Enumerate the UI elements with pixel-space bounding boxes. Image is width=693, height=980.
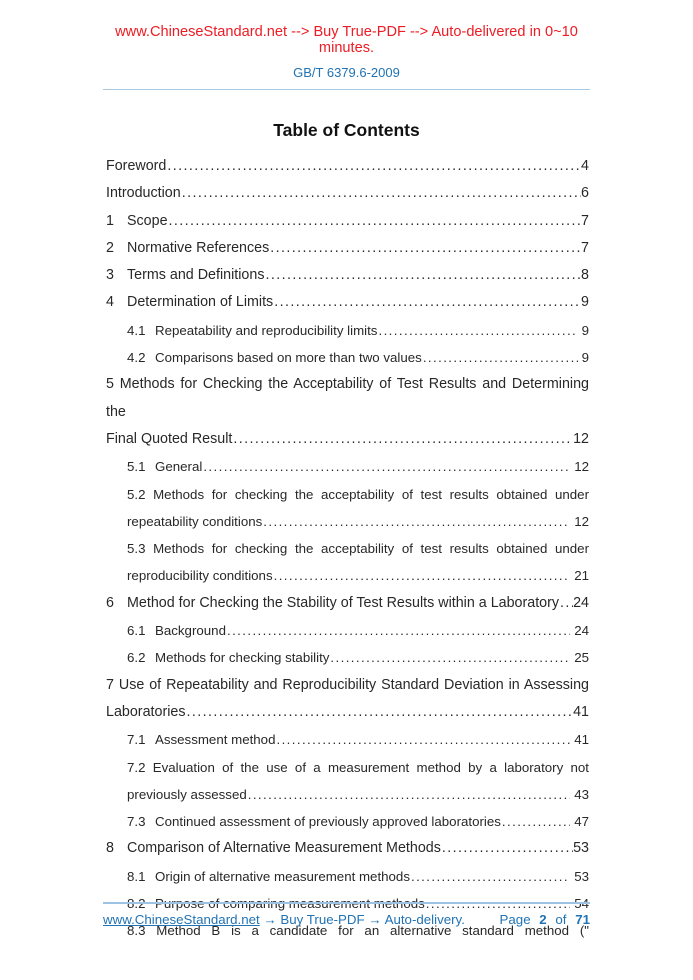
page-current: 2 (539, 912, 547, 927)
toc-entry (106, 754, 589, 809)
toc-entry-text: 5.3 Methods for checking the acceptability of test results obtained under (127, 541, 589, 557)
toc-entry-page: 12 (574, 459, 589, 475)
dot-leader (168, 208, 582, 235)
toc-entry-label: Background (155, 623, 226, 639)
dot-leader (329, 644, 570, 671)
toc-entry-line (127, 508, 589, 535)
toc-entry-page: 47 (574, 814, 589, 830)
toc-entry-page: 9 (581, 322, 589, 338)
page-indicator (500, 912, 590, 928)
toc-entry-line (106, 426, 589, 453)
toc-entry-label: Terms and Definitions (127, 267, 265, 284)
toc-entry-page: 41 (574, 732, 589, 748)
toc-entry-label: Normative References (127, 239, 270, 256)
dot-leader (166, 153, 581, 180)
toc-entry-number: 6 (106, 594, 114, 611)
toc-entry-number: 7.1 (127, 732, 146, 748)
toc-entry-line (127, 644, 589, 671)
toc-entry-number: 8 (106, 840, 114, 857)
dot-leader (410, 863, 570, 890)
toc-entry-line (106, 153, 589, 180)
toc-entry-label: Purpose of comparing measurement methods (155, 896, 425, 912)
toc-entry-label: Determination of Limits (127, 294, 274, 311)
toc-entry-label: Origin of alternative measurement methods (155, 868, 410, 884)
toc-entry-line (127, 617, 589, 644)
toc-entry-page: 12 (573, 430, 589, 447)
footer-tagline: → Buy True-PDF → Auto-delivery. (263, 912, 465, 927)
toc-entry-label: Foreword (106, 158, 167, 174)
toc-entry-page: 53 (573, 840, 589, 857)
toc-entry-line (127, 863, 589, 890)
toc-entry (106, 644, 589, 671)
dot-leader (377, 317, 577, 344)
toc-entry-label: Continued assessment of previously approved laboratories (155, 814, 501, 830)
toc-entry-page: 9 (581, 350, 589, 366)
toc-entry-page: 7 (581, 212, 589, 229)
toc-entry-number: 6.2 (127, 650, 146, 666)
toc-entry-number: 4.2 (127, 350, 146, 366)
toc-entry-label: Comparisons based on more than two values (155, 350, 422, 366)
dot-leader (275, 726, 570, 753)
toc-entry-number: 8.1 (127, 868, 146, 884)
toc-entry (106, 726, 589, 753)
footer-rule (103, 902, 590, 904)
toc-entry (106, 153, 589, 180)
toc-entry-label: reproducibility conditions (127, 568, 273, 584)
toc-entry-line (127, 317, 589, 344)
standard-code: GB/T 6379.6-2009 (293, 65, 400, 80)
footer-link[interactable]: www.ChineseStandard.net (103, 912, 260, 927)
toc-entry-page: 24 (573, 594, 589, 611)
toc-entry-line (106, 180, 589, 207)
dot-leader (262, 508, 570, 535)
dot-leader (232, 426, 573, 453)
toc-entry (106, 590, 589, 617)
toc-entry (106, 344, 589, 371)
toc-entry-number: 2 (106, 239, 114, 256)
toc-entry-label: Assessment method (155, 732, 276, 748)
toc-entry (106, 208, 589, 235)
toc-entry-label: Methods for checking stability (155, 650, 330, 666)
toc-entry-line (127, 562, 589, 589)
toc-entry-number: 5.1 (127, 459, 146, 475)
toc-entry-line (106, 235, 589, 262)
toc-entry (106, 835, 589, 862)
toc-entry-number: 1 (106, 212, 114, 229)
dot-leader (181, 180, 581, 207)
toc-entry (106, 863, 589, 890)
toc-entry-page: 43 (574, 786, 589, 802)
toc-entry-page: 25 (574, 650, 589, 666)
toc-entry (106, 317, 589, 344)
toc-entry-line (106, 590, 589, 617)
toc-entry (106, 808, 589, 835)
toc-entry-page: 54 (574, 896, 589, 912)
toc-list (103, 153, 590, 945)
toc-entry-page: 9 (581, 294, 589, 311)
toc-entry (106, 289, 589, 316)
dot-leader (185, 699, 573, 726)
toc-entry-number: 3 (106, 267, 114, 284)
toc-entry (106, 617, 589, 644)
page-footer (103, 902, 590, 928)
toc-entry-page: 6 (581, 185, 589, 202)
toc-entry-text: 5.2 Methods for checking the acceptability of test results obtained under (127, 486, 589, 502)
toc-entry-text: 8.3 Method B is a candidate for an alternative standard method (" (127, 923, 589, 939)
dot-leader (501, 808, 570, 835)
toc-entry-line (106, 835, 589, 862)
page-total: 71 (575, 912, 590, 927)
toc-entry (106, 535, 589, 590)
dot-leader (273, 562, 571, 589)
dot-leader (273, 289, 581, 316)
toc-entry (106, 672, 589, 727)
header-rule (103, 89, 590, 90)
toc-entry-line (127, 726, 589, 753)
toc-entry-label: Method for Checking the Stability of Test Results within a Laboratory (127, 594, 560, 611)
toc-entry-number: 6.1 (127, 623, 146, 639)
toc-entry-line (127, 781, 589, 808)
toc-entry-label: repeatability conditions (127, 513, 263, 529)
page-label: Page (499, 912, 531, 927)
dot-leader (269, 235, 581, 262)
toc-entry-page: 4 (581, 158, 589, 174)
dot-leader (226, 617, 570, 644)
toc-entry-label: Final Quoted Result (106, 430, 233, 447)
toc-entry-page: 53 (574, 868, 589, 884)
toc-entry-label: Comparison of Alternative Measurement Methods (127, 840, 441, 857)
toc-entry-number: 4 (106, 294, 114, 311)
footer-tagline-group (103, 912, 465, 928)
dot-leader (247, 781, 570, 808)
toc-entry-page: 21 (574, 568, 589, 584)
page-title: Table of Contents (273, 120, 420, 140)
toc-entry-line (127, 344, 589, 371)
toc-entry-number: 8.2 (127, 896, 146, 912)
toc-entry-line (106, 699, 589, 726)
toc-entry (106, 453, 589, 480)
toc-entry-label: Introduction (106, 185, 181, 202)
toc-entry-text: 7.2 Evaluation of the use of a measurement method by a laboratory not (127, 759, 589, 775)
dot-leader (559, 590, 573, 617)
toc-entry-text: 5 Methods for Checking the Acceptability of Test Results and Determining the (106, 376, 589, 420)
toc-entry-line (106, 289, 589, 316)
dot-leader (264, 262, 581, 289)
dot-leader (441, 835, 573, 862)
toc-entry-page: 8 (581, 267, 589, 284)
toc-entry-number: 7.3 (127, 814, 146, 830)
toc-entry-label: Scope (127, 212, 168, 229)
toc-entry (106, 262, 589, 289)
toc-entry (106, 180, 589, 207)
toc-entry-label: Repeatability and reproducibility limits (155, 322, 378, 338)
toc-entry-page: 41 (573, 703, 589, 720)
page-content (103, 0, 590, 945)
toc-entry-line (106, 208, 589, 235)
header-banner-link[interactable]: www.ChineseStandard.net --> Buy True-PDF --> Auto-delivered in 0~10 minutes. (115, 24, 578, 56)
toc-entry-text: 7 Use of Repeatability and Reproducibility Standard Deviation in Assessing (106, 676, 589, 693)
toc-entry-page: 12 (574, 513, 589, 529)
of-label: of (555, 912, 567, 927)
toc-entry-number: 4.1 (127, 322, 146, 338)
toc-entry-page: 24 (574, 623, 589, 639)
toc-entry-line (106, 262, 589, 289)
toc-entry (106, 481, 589, 536)
toc-entry-line (127, 453, 589, 480)
toc-entry-line (127, 808, 589, 835)
toc-entry (106, 371, 589, 453)
toc-entry-page: 7 (581, 239, 589, 256)
toc-entry-label: Laboratories (106, 703, 186, 720)
toc-entry-label: General (155, 459, 203, 475)
toc-entry-label: previously assessed (127, 786, 247, 802)
dot-leader (422, 344, 578, 371)
dot-leader (202, 453, 570, 480)
toc-entry (106, 235, 589, 262)
